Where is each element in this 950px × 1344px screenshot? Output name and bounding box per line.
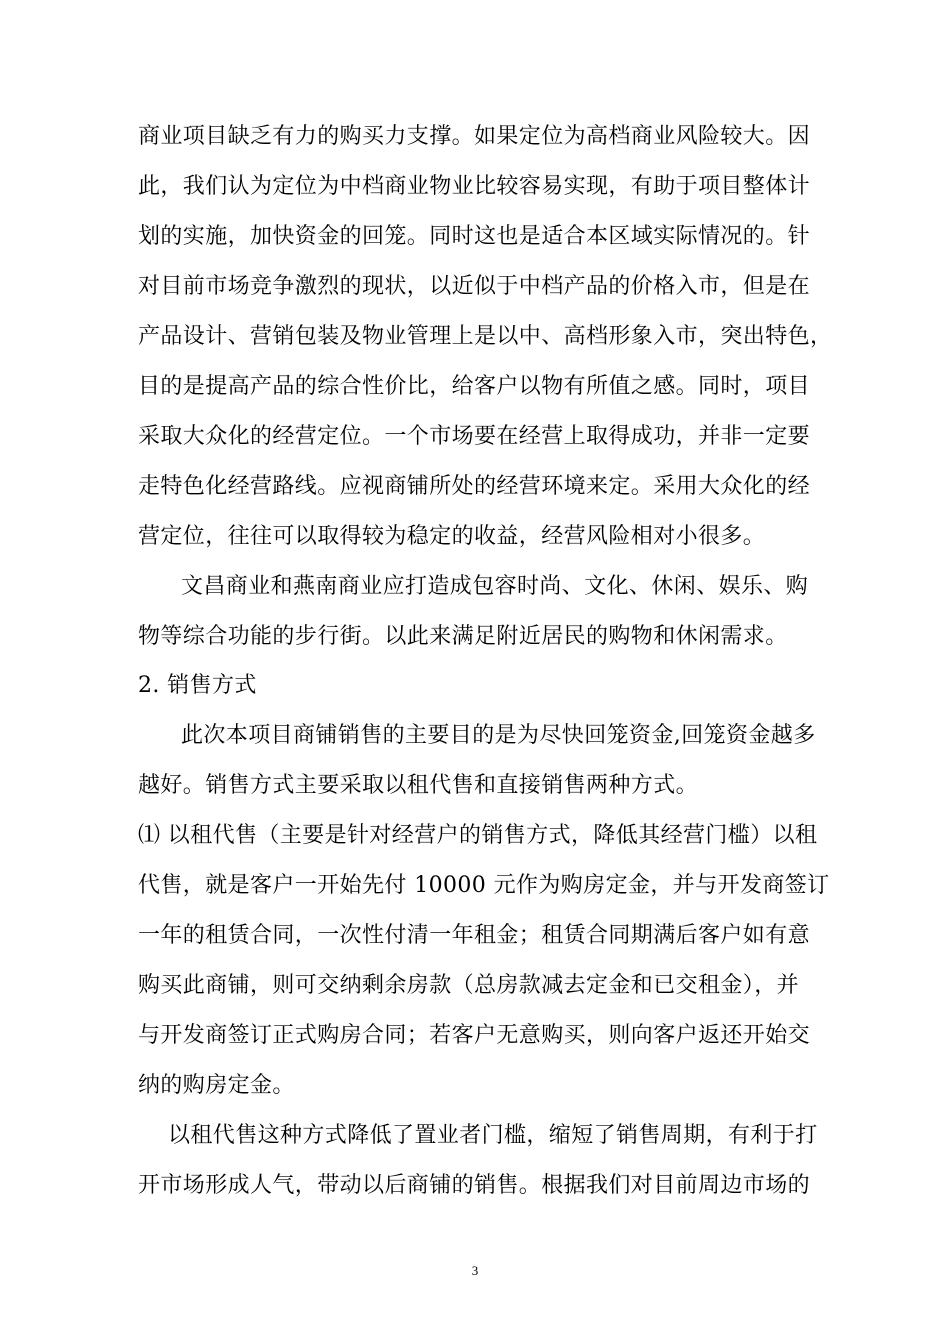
page-number: 3 [471,1263,479,1278]
text-line: 一年的租赁合同，一次性付清一年租金；租赁合同期满后客户如有意 [138,923,811,948]
text-line: 纳的购房定金。 [138,1073,295,1098]
text-line: 物等综合功能的步行街。以此来满足附近居民的购物和休闲需求。 [138,624,788,649]
text-line: 采取大众化的经营定位。一个市场要在经营上取得成功，并非一定要 [138,424,811,449]
text-line: 营定位，往往可以取得较为稳定的收益，经营风险相对小很多。 [138,524,766,549]
text-line: 以租代售这种方式降低了置业者门槛，缩短了销售周期，有利于打 [168,1123,818,1148]
section-heading: 2. 销售方式 [138,673,257,698]
text-line: 开市场形成人气，带动以后商铺的销售。根据我们对目前周边市场的 [138,1173,811,1198]
text-line: 产品设计、营销包装及物业管理上是以中、高档形象入市，突出特色， [138,324,833,349]
text-line: 代售，就是客户一开始先付 10000 元作为购房定金，并与开发商签订 [138,873,830,898]
text-line: 划的实施，加快资金的回笼。同时这也是适合本区域实际情况的。针 [138,224,811,249]
text-line: 购买此商铺，则可交纳剩余房款（总房款减去定金和已交租金），并 [138,973,800,998]
text-line: 越好。销售方式主要采取以租代售和直接销售两种方式。 [138,773,699,798]
text-line: 走特色化经营路线。应视商铺所处的经营环境来定。采用大众化的经 [138,474,811,499]
text-line: 文昌商业和燕南商业应打造成包容时尚、文化、休闲、娱乐、购 [181,574,809,599]
text-line: 目的是提高产品的综合性价比，给客户以物有所值之感。同时，项目 [138,374,811,399]
text-line: 商业项目缺乏有力的购买力支撑。如果定位为高档商业风险较大。因 [138,124,811,149]
text-line: 此次本项目商铺销售的主要目的是为尽快回笼资金,回笼资金越多 [181,723,816,748]
text-line: 对目前市场竞争激烈的现状，以近似于中档产品的价格入市，但是在 [138,274,811,299]
text-line: ⑴ 以租代售（主要是针对经营户的销售方式，降低其经营门槛）以租 [138,823,818,848]
text-line: 与开发商签订正式购房合同；若客户无意购买，则向客户返还开始交 [138,1023,811,1048]
text-line: 此，我们认为定位为中档商业物业比较容易实现，有助于项目整体计 [138,174,811,199]
